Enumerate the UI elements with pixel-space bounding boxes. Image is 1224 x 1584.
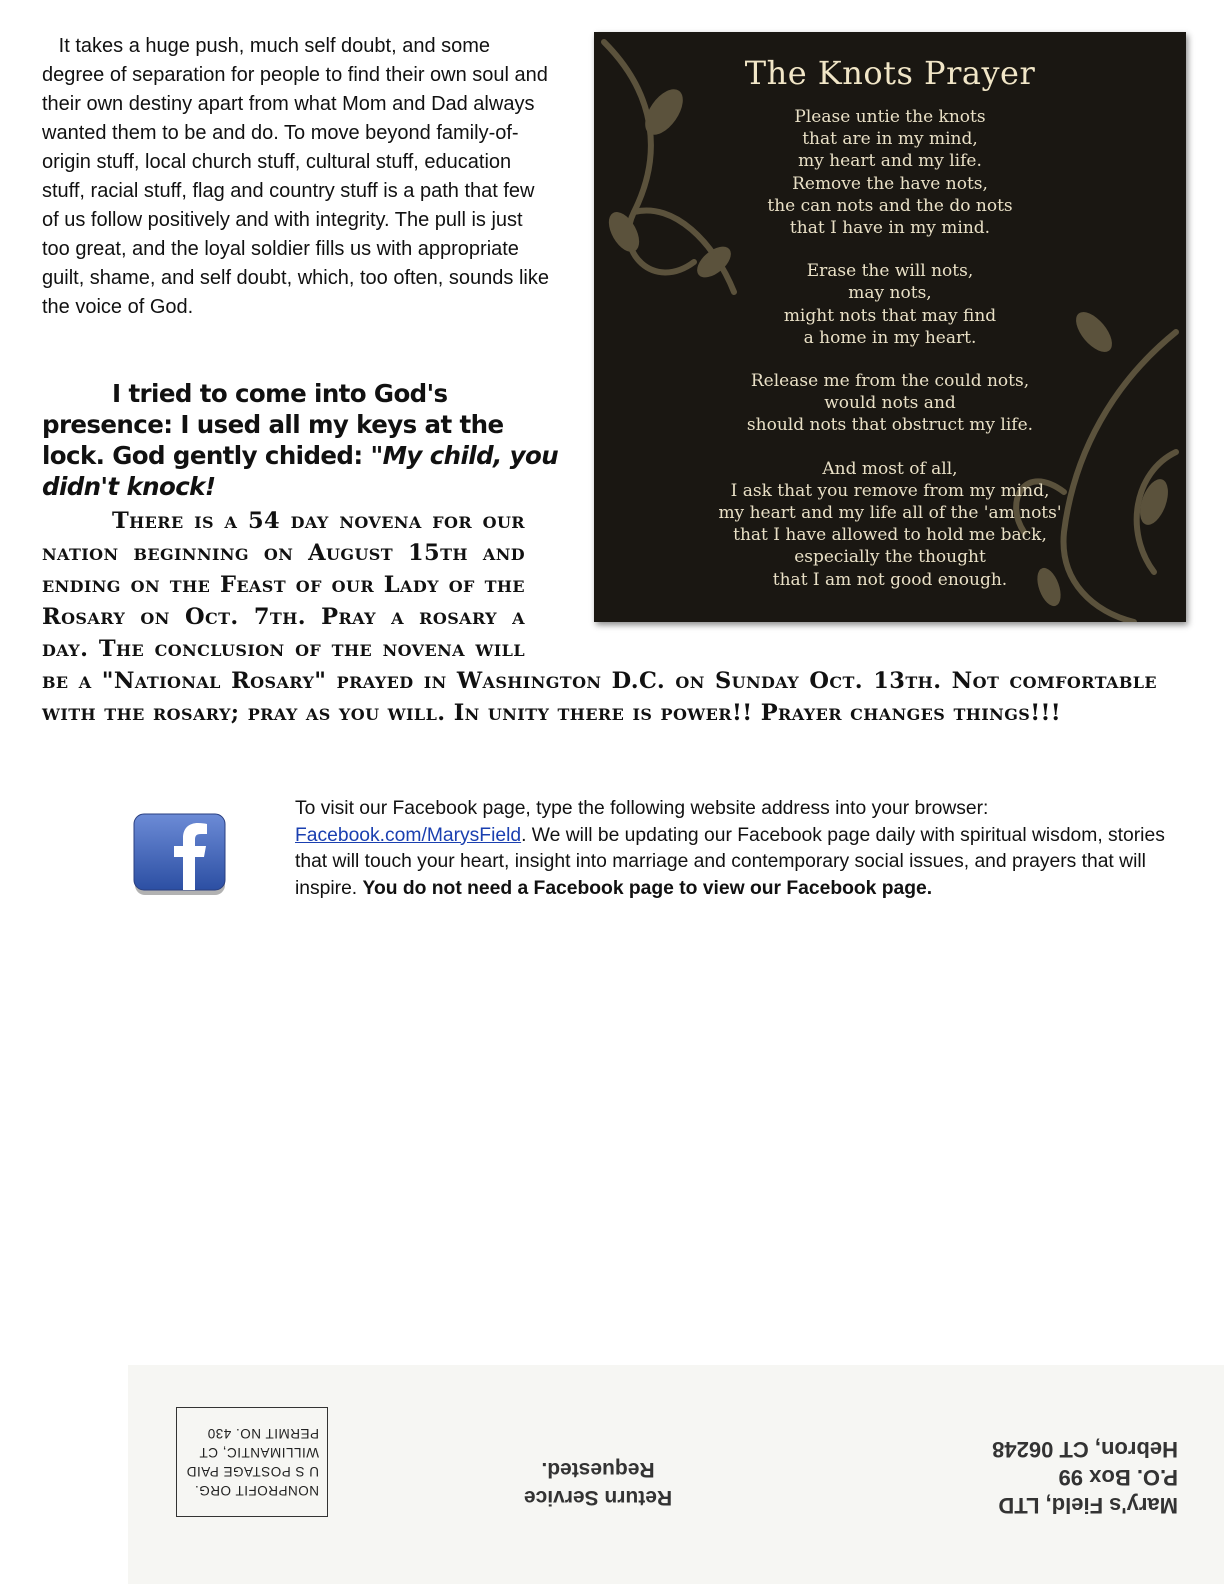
- prayer-line: the can nots and the do nots: [767, 195, 1013, 216]
- prayer-stanza: [594, 458, 1186, 591]
- prayer-line: should nots that obstruct my life.: [746, 415, 1034, 436]
- prayer-line: Erase the will nots,: [806, 261, 974, 282]
- prayer-line: might nots that may find: [783, 305, 997, 326]
- permit-line: WILLIMANTIC, CT: [198, 1445, 319, 1460]
- facebook-description: . We will be updating our Facebook page daily with spiritual wisdom, stories that will touch your heart, insight into marriage and contemporary social issues, and prayers that will inspire.: [295, 824, 1165, 899]
- prayer-line: I ask that you remove from my mind,: [730, 480, 1050, 501]
- prayer-line: my heart and my life.: [798, 151, 982, 172]
- prayer-line: may nots,: [848, 283, 932, 304]
- return-service-line: Requested.: [541, 1458, 655, 1481]
- prayer-stanza: [594, 260, 1186, 349]
- facebook-logo-icon[interactable]: [133, 813, 227, 895]
- facebook-paragraph: [295, 796, 1165, 902]
- prayer-line: Please untie the knots: [794, 107, 986, 127]
- permit-line: U S POSTAGE PAID: [186, 1464, 319, 1479]
- prayer-line: that are in my mind,: [802, 129, 978, 150]
- prayer-line: that I have allowed to hold me back,: [733, 525, 1047, 546]
- prayer-title: The Knots Prayer: [744, 54, 1036, 92]
- return-address: [938, 1435, 1178, 1519]
- prayer-line: Release me from the could nots,: [750, 371, 1030, 392]
- address-line: Mary's Field, LTD: [998, 1493, 1178, 1518]
- facebook-link[interactable]: Facebook.com/MarysField: [295, 824, 522, 846]
- permit-line: NONPROFIT ORG.: [194, 1483, 319, 1498]
- prayer-line: would nots and: [824, 393, 956, 414]
- quote-text: I tried to come into God's presence: I used all my keys at the lock. God gently chided:: [42, 379, 504, 470]
- facebook-note: You do not need a Facebook page to view our Facebook page.: [362, 877, 933, 899]
- mailing-panel: [128, 1365, 1224, 1584]
- return-service-line: Return Service: [523, 1486, 673, 1509]
- prayer-line: my heart and my life all of the 'am nots': [718, 503, 1062, 524]
- address-line: P.O. Box 99: [1058, 1465, 1178, 1490]
- knots-prayer-card: [594, 32, 1186, 622]
- intro-text: It takes a huge push, much self doubt, and some degree of separation for people to find their own soul and their own destiny apart from what Mom and Dad always wanted them to be and do. To move beyond family-of-origin stuff, local church stuff, cultural stuff, education stuff, racial stuff, flag and country stuff is a path that few of us follow positively and with integrity. The pull is just too great, and the loyal soldier fills us with appropriate guilt, shame, and self doubt, which, too often, sounds like the voice of God.: [42, 35, 549, 318]
- permit-line: PERMIT NO. 430: [207, 1426, 319, 1441]
- quote-emphasis: "My child, you didn't knock!: [42, 441, 559, 501]
- facebook-intro: To visit our Facebook page, type the following website address into your browser:: [295, 798, 989, 819]
- prayer-line: especially the thought: [794, 547, 986, 568]
- address-line: Hebron, CT 06248: [992, 1437, 1178, 1462]
- prayer-line: that I have in my mind.: [789, 218, 991, 239]
- pull-quote: [42, 378, 562, 502]
- novena-text: There is a 54 day novena for our nation beginning on August 15th and ending on the Feast of our Lady of the Rosary on Oct. 7th. Pray a rosary a day. The conclusion of the novena will be a "National Rosary" prayed in Washington D.C. on Sunday Oct. 13th. Not comfortable with the rosary; pray as you will. In unity there is power!! Prayer changes things!!!: [42, 508, 1157, 726]
- intro-paragraph: [42, 32, 552, 322]
- prayer-line: Remove the have nots,: [792, 173, 988, 194]
- prayer-line: a home in my heart.: [803, 327, 977, 348]
- prayer-line: And most of all,: [822, 458, 958, 479]
- prayer-stanza: [594, 106, 1186, 239]
- prayer-line: that I am not good enough.: [772, 569, 1008, 590]
- postage-permit-box: [176, 1407, 328, 1517]
- return-service-notice: [498, 1455, 698, 1511]
- prayer-stanza: [594, 370, 1186, 437]
